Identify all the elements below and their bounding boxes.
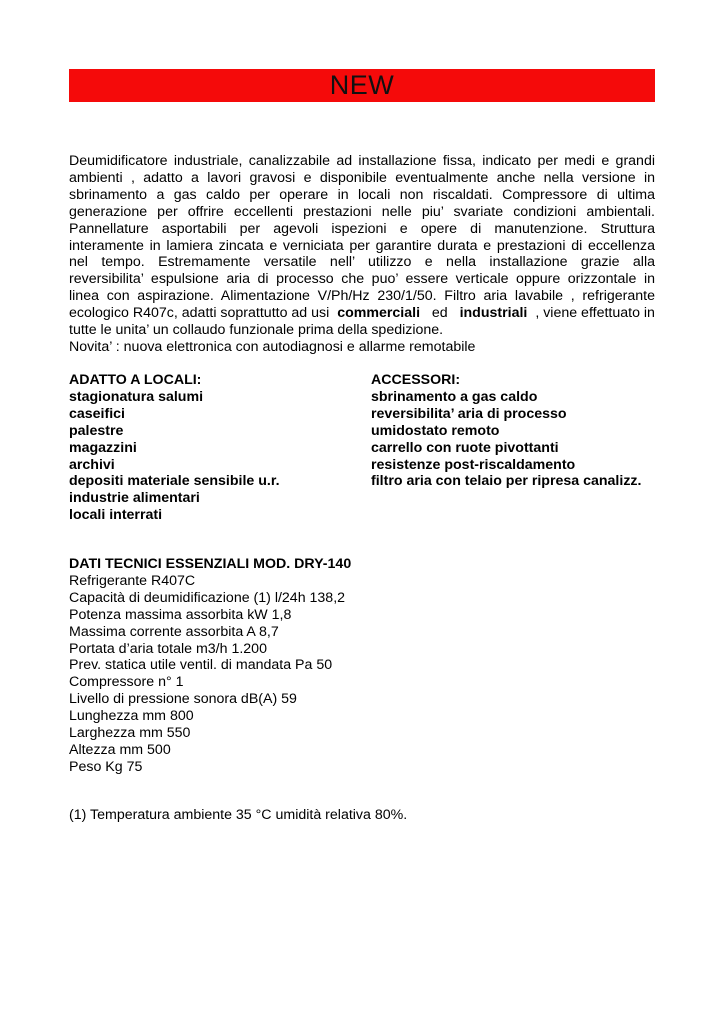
list-item: carrello con ruote pivottanti: [371, 439, 559, 456]
usage-text: ecologico R407c, adatti soprattutto ad usi: [69, 305, 330, 322]
list-item: umidostato remoto: [371, 422, 500, 439]
spec-row: Larghezza mm 550: [69, 725, 191, 742]
spec-row: Capacità di deumidificazione (1) l/24h 138,2: [69, 589, 346, 606]
list-item: industrie alimentari: [69, 490, 200, 507]
new-banner: [69, 69, 655, 102]
spec-row: Compressore n° 1: [69, 674, 184, 691]
list-item: caseifici: [69, 405, 126, 422]
usage-industrial: industriali: [459, 305, 528, 322]
product-description: [69, 153, 655, 356]
list-item: palestre: [69, 422, 124, 439]
spec-row: Portata d’aria totale m3/h 1.200: [69, 640, 267, 657]
list-item: depositi materiale sensibile u.r.: [69, 473, 280, 490]
list-item: filtro aria con telaio per ripresa canalizz.: [371, 473, 642, 490]
spec-row: Potenza massima assorbita kW 1,8: [69, 606, 292, 623]
description-line: tutte le unita’ un collaudo funzionale prima della spedizione.: [69, 322, 444, 339]
spec-row: Lunghezza mm 800: [69, 708, 194, 725]
suitable-rooms-heading: ADATTO A LOCALI:: [69, 372, 202, 388]
list-item: sbrinamento a gas caldo: [371, 388, 538, 405]
usage-commercial: commerciali: [337, 305, 421, 322]
description-line: reversibilita’ espulsione aria di processo che puo’ essere verticale oppure orizzontale in: [69, 271, 655, 288]
list-item: resistenze post-riscaldamento: [371, 456, 576, 473]
description-line: sbrinamento a gas caldo per operare in locali non riscaldati. Compressore di ultima: [69, 186, 655, 203]
description-line: Deumidificatore industriale, canalizzabile ad installazione fissa, indicato per medi e grandi: [69, 153, 655, 169]
spec-row: Livello di pressione sonora dB(A) 59: [69, 691, 297, 708]
spec-row: Prev. statica utile ventil. di mandata Pa 50: [69, 657, 333, 674]
spec-row: Refrigerante R407C: [69, 572, 196, 589]
list-item: locali interrati: [69, 507, 163, 524]
list-item: archivi: [69, 456, 115, 473]
spec-row: Altezza mm 500: [69, 741, 171, 758]
description-line: generazione per offrire eccellenti prestazioni nelle piu’ svariate condizioni ambientali.: [69, 203, 655, 220]
footnote: (1) Temperatura ambiente 35 °C umidità relativa 80%.: [69, 807, 408, 823]
description-line: Pannellature asportabili per agevoli ispezioni e opere di manutenzione. Struttura: [69, 220, 655, 237]
technical-data: [69, 556, 351, 776]
accessories-heading: ACCESSORI:: [371, 372, 461, 388]
usage-and: ed: [427, 305, 452, 322]
banner-title: NEW: [329, 70, 395, 100]
technical-data-heading: DATI TECNICI ESSENZIALI MOD. DRY-140: [69, 556, 352, 572]
list-item: reversibilita’ aria di processo: [371, 405, 567, 422]
suitable-rooms-list: [69, 372, 280, 524]
description-line: linea con aspirazione. Alimentazione V/Ph/Hz 230/1/50. Filtro aria lavabile , refrigerante: [69, 288, 655, 305]
accessories-list: [371, 372, 641, 490]
description-line: nel tempo. Estremamente versatile nell’ utilizzo e nella installazione grazie alla: [69, 254, 655, 271]
description-line: interamente in lamiera zincata e verniciata per garantire durata e prestazioni di eccellenza: [69, 237, 655, 254]
spec-row: Massima corrente assorbita A 8,7: [69, 623, 279, 640]
list-item: stagionatura salumi: [69, 388, 204, 405]
description-line-usage: [69, 305, 655, 322]
description-line: ambienti , adatto a lavori gravosi e disponibile eventualmente anche nella versione in: [69, 169, 655, 186]
spec-row: Peso Kg 75: [69, 758, 143, 775]
list-item: magazzini: [69, 439, 137, 456]
novelty-line: Novita’ : nuova elettronica con autodiagnosi e allarme remotabile: [69, 338, 476, 355]
usage-tail: , viene effettuato in: [535, 305, 655, 322]
